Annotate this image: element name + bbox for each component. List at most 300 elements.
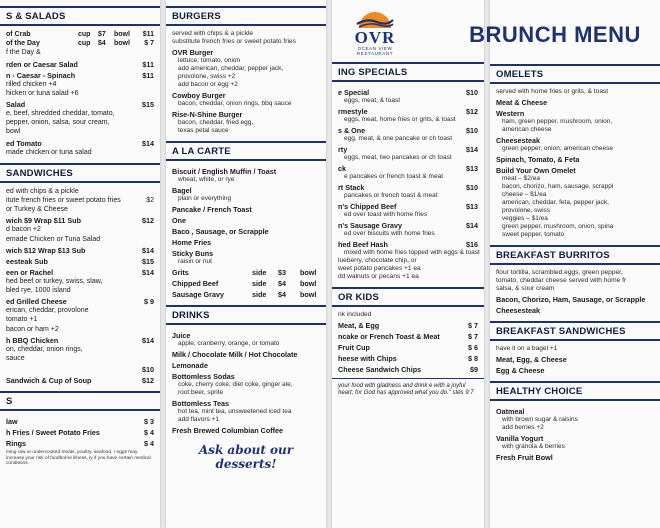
- salad-line: [0, 69, 160, 80]
- item-name: pepper, onion, salsa, sour cream,: [6, 119, 110, 127]
- item-description: add flavors +1: [178, 416, 220, 423]
- item-price: [138, 306, 154, 315]
- item-price: $10: [466, 183, 478, 192]
- item-price: [138, 354, 154, 363]
- sandwich-line: [0, 244, 160, 255]
- soups-salads-header: S & SALADS: [0, 6, 160, 26]
- item-description: bacon, cheddar, onion rings, bbq sauce: [178, 100, 292, 107]
- drink-item: [166, 348, 326, 359]
- sunset-icon: [355, 10, 395, 30]
- burger-item: [166, 46, 326, 57]
- item-name: emade Chicken or Tuna Salad: [6, 235, 101, 243]
- burgers-note: served with chips & a pickle: [172, 30, 253, 37]
- item-name: hicken or tuna salad +6: [6, 89, 79, 97]
- item-price: $ 4: [144, 428, 154, 438]
- item-price: $9: [470, 365, 478, 374]
- item-name: Lemonade: [172, 361, 208, 370]
- burgers-header: BURGERS: [166, 6, 326, 26]
- item-name: Rise-N-Shine Burger: [172, 110, 243, 119]
- item-description: meat – $2/ea: [502, 175, 540, 182]
- item-price: [138, 127, 154, 136]
- item-name: Salad: [6, 100, 26, 110]
- bowl-label: bowl: [300, 268, 317, 277]
- healthy-choice-header: HEALTHY CHOICE: [490, 381, 660, 401]
- kids-item: [332, 319, 484, 330]
- item-name: Pancake / French Toast: [172, 205, 252, 214]
- item-price: $16: [466, 240, 478, 249]
- item-description: sweet pepper, tomato: [502, 231, 565, 238]
- alacarte-item: [166, 214, 326, 225]
- item-name: Rings: [6, 439, 26, 449]
- alacarte-item: [166, 225, 326, 236]
- item-price: [138, 325, 154, 334]
- item-price: $ 9: [144, 297, 154, 307]
- sandwich-line: [0, 325, 160, 334]
- item-price: $ 7: [468, 321, 478, 330]
- item-name: ck: [338, 164, 346, 173]
- burritos-header: BREAKFAST BURRITOS: [490, 245, 660, 265]
- food-safety-notice: ming raw or undercooked meats, poultry, seafood, r eggs may increase your risk of foodborne illness, ly if you have certain medical conditions.: [6, 450, 151, 467]
- soup-row: [0, 39, 160, 48]
- item-name: on, cheddar, onion rings,: [6, 345, 83, 353]
- side-label: side: [252, 268, 267, 277]
- item-name: Bagel: [172, 186, 192, 195]
- breakfast-sandwiches-header: BREAKFAST SANDWICHES: [490, 321, 660, 341]
- omelet-item: [490, 134, 660, 145]
- kids-item: [332, 341, 484, 352]
- item-name: hed Beef Hash: [338, 240, 388, 249]
- sandwiches-header: SANDWICHES: [0, 163, 160, 183]
- item-price: $ 6: [468, 343, 478, 352]
- item-name: rilled chicken +4: [6, 80, 57, 88]
- special-item: [332, 105, 484, 116]
- specials-header: ING SPECIALS: [332, 62, 484, 82]
- item-name: Fresh Fruit Bowl: [496, 453, 553, 462]
- item-description: bacon, chorizo, ham, sausage, scrappl: [502, 183, 614, 190]
- item-price: [138, 345, 154, 354]
- item-name: ncake or French Toast & Meat: [338, 332, 440, 341]
- item-price: $12: [466, 107, 478, 116]
- item-name: Western: [496, 109, 525, 118]
- item-price: $11: [142, 70, 154, 80]
- item-name: bacon or ham +2: [6, 325, 59, 333]
- special-item: [332, 238, 484, 249]
- alacarte-item: [166, 247, 326, 258]
- item-name: n's Chipped Beef: [338, 202, 397, 211]
- item-description: raisin or nut: [178, 258, 212, 265]
- item-name: Cheese Sandwich Chips: [338, 365, 422, 374]
- salad-line: [0, 98, 160, 109]
- cup-label: cup: [78, 31, 91, 38]
- cup-price: $4: [98, 40, 106, 48]
- salad-line: [0, 127, 160, 136]
- bowl-label: bowl: [114, 40, 130, 48]
- item-name: Meat, & Egg: [338, 321, 380, 330]
- menu-panel-soups-sandwiches: [0, 0, 160, 528]
- item-name: Meat, Egg, & Cheese: [496, 355, 567, 364]
- side-bowl-row: [166, 266, 326, 277]
- item-price: [138, 235, 154, 244]
- desserts-callout: Ask about our desserts!: [198, 443, 294, 471]
- menu-panel-burgers-drinks: [166, 0, 326, 528]
- item-name: wich $9 Wrap $11 Sub: [6, 216, 81, 226]
- menu-note: flour tortilla, scrambled eggs, green pepper,: [496, 269, 623, 276]
- item-name: Fresh Brewed Columbian Coffee: [172, 426, 284, 435]
- item-price: $10: [466, 126, 478, 135]
- item-description: with granola & berries: [502, 443, 565, 450]
- cup-price: $7: [98, 31, 106, 38]
- kids-item: [332, 363, 484, 374]
- side-price: $4: [278, 279, 286, 288]
- item-description: lettuce, tomato, onion: [178, 57, 241, 64]
- menu-note: tomato, cheddar cheese served with home fr: [496, 277, 627, 284]
- item-name: hed beef or turkey, swiss, slaw,: [6, 277, 103, 285]
- omelet-item: [490, 164, 660, 175]
- soup-name: of the Day: [6, 40, 40, 48]
- special-item: [332, 143, 484, 154]
- item-description: egg, meat, & one pancake or ch toast: [344, 135, 453, 142]
- alacarte-item: [166, 184, 326, 195]
- menu-note: lueberry, chocolate chip, or: [338, 257, 417, 264]
- drink-item: [166, 370, 326, 381]
- salad-line: [0, 48, 160, 57]
- drink-item: [166, 359, 326, 370]
- drink-item: [166, 329, 326, 340]
- item-name: Build Your Own Omelet: [496, 166, 576, 175]
- bowl-price: $11: [142, 31, 154, 38]
- item-description: texas petal sauce: [178, 127, 229, 134]
- page-title: BRUNCH MENU: [469, 22, 641, 47]
- sandwich-line: [0, 354, 160, 363]
- item-name: Juice: [172, 331, 191, 340]
- item-name: h BBQ Chicken: [6, 335, 59, 345]
- special-item: [332, 86, 484, 97]
- item-price: [138, 48, 154, 57]
- item-name: Sticky Buns: [172, 249, 214, 258]
- item-name: One: [172, 216, 186, 225]
- sandwich-line: [0, 205, 160, 214]
- sandwich-line: [0, 196, 160, 205]
- item-description: green pepper, mushroom, onion, spina: [502, 223, 614, 230]
- item-name: wich $12 Wrap $13 Sub: [6, 245, 86, 255]
- burgers-note-sub: substitute french fries or sweet potato fries: [172, 38, 296, 45]
- item-description: green pepper, onion, american cheese: [502, 145, 613, 152]
- item-description: add bacon or egg +2: [178, 81, 238, 88]
- item-description: eggs, meat, two pancakes or ch toast: [344, 154, 452, 161]
- item-name: h Fries / Sweet Potato Fries: [6, 428, 100, 438]
- item-description: root beer, sprite: [178, 389, 224, 396]
- item-name: e, beef, shredded cheddar, tomato,: [6, 110, 115, 118]
- item-description: add american, cheddar, pepper jack,: [178, 65, 284, 72]
- item-price: $13: [466, 164, 478, 173]
- item-price: $13: [466, 202, 478, 211]
- item-price: $ 3: [144, 417, 154, 427]
- special-item: [332, 124, 484, 135]
- special-item: [332, 181, 484, 192]
- kids-item: [332, 352, 484, 363]
- item-description: coke, cherry coke, diet coke, ginger ale,: [178, 381, 293, 388]
- item-price: [138, 225, 154, 234]
- item-price: [138, 80, 154, 89]
- breakfast-sandwich-item: [490, 364, 660, 375]
- bagel-note: have it on a bagel +1: [496, 345, 558, 352]
- drink-item: [166, 424, 326, 435]
- kids-note: nk included: [338, 311, 372, 318]
- item-description: plain or everything: [178, 195, 232, 202]
- item-name: rt Stack: [338, 183, 365, 192]
- side-label: side: [252, 279, 267, 288]
- item-name: Sausage Gravy: [172, 290, 224, 299]
- item-name: rty: [338, 145, 348, 154]
- item-description: with brown sugar & raisins: [502, 416, 578, 423]
- item-description: apple, cranberry, orange, or tomato: [178, 340, 280, 347]
- item-description: hot tea, mint tea, unsweetened iced tea: [178, 408, 292, 415]
- salad-line: [0, 118, 160, 127]
- item-name: f the Day &: [6, 49, 41, 57]
- side-item: [0, 426, 160, 437]
- alacarte-item: [166, 165, 326, 176]
- sandwich-line: [0, 315, 160, 324]
- bible-verse: your food with gladness and drink e with a joyful heart, for God has approved what you do." stes 9:7: [332, 378, 484, 397]
- item-name: Grits: [172, 268, 189, 277]
- item-price: $14: [466, 221, 478, 230]
- item-name: eesteak Sub: [6, 256, 48, 266]
- item-price: $ 8: [468, 354, 478, 363]
- item-price: [138, 109, 154, 118]
- item-description: ed over biscuits with home fries: [344, 230, 435, 237]
- item-name: sauce: [6, 355, 25, 363]
- special-item: [332, 219, 484, 230]
- item-name: tomato +1: [6, 316, 38, 324]
- item-name: Cheesesteak: [496, 136, 540, 145]
- item-price: [138, 286, 154, 295]
- side-bowl-row: [166, 288, 326, 299]
- item-name: s & One: [338, 126, 366, 135]
- breakfast-sandwich-item: [490, 353, 660, 364]
- item-description: e pancakes or french toast & meat: [344, 173, 443, 180]
- item-price: $14: [142, 138, 154, 148]
- alacarte-item: [166, 236, 326, 247]
- item-name: made chicken or tuna salad: [6, 148, 92, 156]
- menu-note: dd walnuts or pecans +1 ea: [338, 273, 419, 280]
- menu-panel-specials-kids: [332, 0, 484, 528]
- soup-row: [0, 30, 160, 39]
- item-name: Baco , Sausage, or Scrapple: [172, 227, 269, 236]
- item-name: or Turkey & Cheese: [6, 206, 68, 214]
- item-price: [138, 89, 154, 98]
- sides-header: S: [0, 391, 160, 411]
- side-item: [0, 415, 160, 426]
- sandwich-line: [0, 363, 160, 374]
- bowl-label: bowl: [114, 31, 130, 38]
- omelet-item: [490, 153, 660, 164]
- kids-item: [332, 330, 484, 341]
- item-name: [6, 365, 136, 374]
- item-name: rmestyle: [338, 107, 368, 116]
- item-name: rden or Caesar Salad: [6, 59, 78, 69]
- item-name: Fruit Cup: [338, 343, 370, 352]
- side-item: [0, 437, 160, 448]
- item-name: Biscuit / English Muffin / Toast: [172, 167, 277, 176]
- bowl-label: bowl: [300, 290, 317, 299]
- item-description: provolone, swiss: [502, 207, 551, 214]
- sandwich-line: [0, 235, 160, 244]
- item-description: veggies – $1/ea: [502, 215, 548, 222]
- item-price: $10: [466, 88, 478, 97]
- sandwich-line: [0, 277, 160, 286]
- item-price: $14: [142, 267, 154, 277]
- item-description: bacon, cheddar, fried egg,: [178, 119, 254, 126]
- bowl-price: $ 7: [144, 40, 154, 48]
- soup-name: of Crab: [6, 31, 31, 38]
- healthy-item: [490, 432, 660, 443]
- item-price: [138, 118, 154, 127]
- salad-line: [0, 109, 160, 118]
- item-name: erican, cheddar, provolone: [6, 307, 89, 315]
- alacarte-item: [166, 203, 326, 214]
- ovr-logo: [344, 8, 406, 64]
- burger-item: [166, 108, 326, 119]
- sandwich-line: [0, 295, 160, 306]
- item-price: $11: [142, 59, 154, 69]
- item-name: bowl: [6, 128, 21, 136]
- item-price: [138, 148, 154, 157]
- item-name: law: [6, 417, 18, 427]
- omelet-item: [490, 107, 660, 118]
- item-description: mixed with home fries topped with eggs & toast: [344, 249, 480, 256]
- item-name: Cheesesteak: [496, 306, 540, 315]
- item-name: Oatmeal: [496, 407, 525, 416]
- item-description: add berries +2: [502, 424, 544, 431]
- item-name: Chipped Beef: [172, 279, 219, 288]
- menu-note: weet potato pancakes +1 ea: [338, 265, 421, 272]
- alacarte-header: A LA CARTE: [166, 141, 326, 161]
- item-price: $14: [142, 335, 154, 345]
- item-name: heese with Chips: [338, 354, 397, 363]
- item-description: eggs, meat, home fries or grits, & toast: [344, 116, 456, 123]
- omelets-header: OMELETS: [490, 64, 660, 84]
- menu-panel-omelets: [490, 0, 660, 528]
- item-price: $15: [142, 256, 154, 266]
- salad-line: [0, 89, 160, 98]
- sandwich-line: [0, 374, 160, 385]
- salad-line: [0, 137, 160, 148]
- item-description: cheese – $1/ea: [502, 191, 547, 198]
- item-name: Bacon, Chorizo, Ham, Sausage, or Scrapple: [496, 295, 646, 304]
- sandwich-line: [0, 334, 160, 345]
- sandwich-line: [0, 214, 160, 225]
- item-name: bled rye, 1000 island: [6, 287, 71, 295]
- item-name: Milk / Chocolate Milk / Hot Chocolate: [172, 350, 298, 359]
- item-price: $14: [466, 145, 478, 154]
- omelets-note: served with home fries or grits, & toast: [496, 88, 609, 95]
- burrito-item: [490, 293, 660, 304]
- salad-line: [0, 80, 160, 89]
- item-description: wheat, white, or rye: [178, 176, 235, 183]
- bowl-label: bowl: [300, 279, 317, 288]
- item-name: Spinach, Tomato, & Feta: [496, 155, 580, 164]
- item-name: Sandwich & Cup of Soup: [6, 376, 92, 386]
- salad-line: [0, 148, 160, 157]
- item-price: [138, 277, 154, 286]
- side-label: side: [252, 290, 267, 299]
- item-description: american cheese: [502, 126, 552, 133]
- salad-line: [0, 58, 160, 69]
- item-price: $12: [142, 216, 154, 226]
- special-item: [332, 200, 484, 211]
- item-name: itute french fries or sweet potato fries: [6, 197, 121, 205]
- item-price: $ 7: [468, 332, 478, 341]
- healthy-item: [490, 451, 660, 462]
- item-name: OVR Burger: [172, 48, 214, 57]
- item-name: Meat & Cheese: [496, 98, 548, 107]
- sandwich-line: [0, 286, 160, 295]
- drink-item: [166, 397, 326, 408]
- item-description: ed over toast with home fries: [344, 211, 428, 218]
- item-name: n's Sausage Gravy: [338, 221, 403, 230]
- burger-item: [166, 89, 326, 100]
- item-name: Bottomless Sodas: [172, 372, 235, 381]
- item-name: Home Fries: [172, 238, 212, 247]
- item-price: [138, 187, 154, 196]
- item-name: e Special: [338, 88, 370, 97]
- special-item: [332, 162, 484, 173]
- item-name: een or Rachel: [6, 267, 54, 277]
- logo-subtitle: OCEAN VIEW RESTAURANT: [356, 46, 394, 56]
- side-price: $3: [278, 268, 286, 277]
- sandwich-line: [0, 187, 160, 196]
- item-name: Egg & Cheese: [496, 366, 545, 375]
- item-price: $10: [142, 365, 154, 375]
- item-name: Vanilla Yogurt: [496, 434, 544, 443]
- sandwich-line: [0, 255, 160, 266]
- burrito-item: [490, 304, 660, 315]
- side-bowl-row: [166, 277, 326, 288]
- drinks-header: DRINKS: [166, 305, 326, 325]
- sandwich-line: [0, 225, 160, 234]
- side-price: $4: [278, 290, 286, 299]
- sandwich-line: [0, 345, 160, 354]
- menu-note: salsa, & sour cream: [496, 285, 555, 292]
- item-price: $12: [142, 376, 154, 386]
- item-price: [138, 205, 154, 214]
- item-name: d bacon +2: [6, 226, 41, 234]
- item-price: $15: [142, 100, 154, 110]
- kids-header: OR KIDS: [332, 287, 484, 307]
- item-price: $14: [142, 245, 154, 255]
- sandwich-line: [0, 306, 160, 315]
- item-price: $2: [146, 197, 154, 205]
- item-description: ham, green pepper, mushroom, onion,: [502, 118, 613, 125]
- item-description: eggs, meat, & toast: [344, 97, 401, 104]
- cup-label: cup: [78, 40, 91, 48]
- item-price: [138, 315, 154, 324]
- item-name: ed Grilled Cheese: [6, 297, 67, 307]
- item-name: Cowboy Burger: [172, 91, 226, 100]
- healthy-item: [490, 405, 660, 416]
- item-description: american, cheddar, feta, pepper jack,: [502, 199, 609, 206]
- item-description: pancakes or french toast & meat: [344, 192, 438, 199]
- logo-text: OVR: [354, 28, 396, 47]
- item-name: ed Tomato: [6, 138, 42, 148]
- item-price: $ 4: [144, 439, 154, 449]
- item-description: provolone, swiss +2: [178, 73, 236, 80]
- item-name: n - Caesar - Spinach: [6, 70, 76, 80]
- item-name: ed with chips & a pickle: [6, 187, 79, 195]
- sandwich-line: [0, 266, 160, 277]
- item-name: Bottomless Teas: [172, 399, 229, 408]
- omelet-item: [490, 96, 660, 107]
